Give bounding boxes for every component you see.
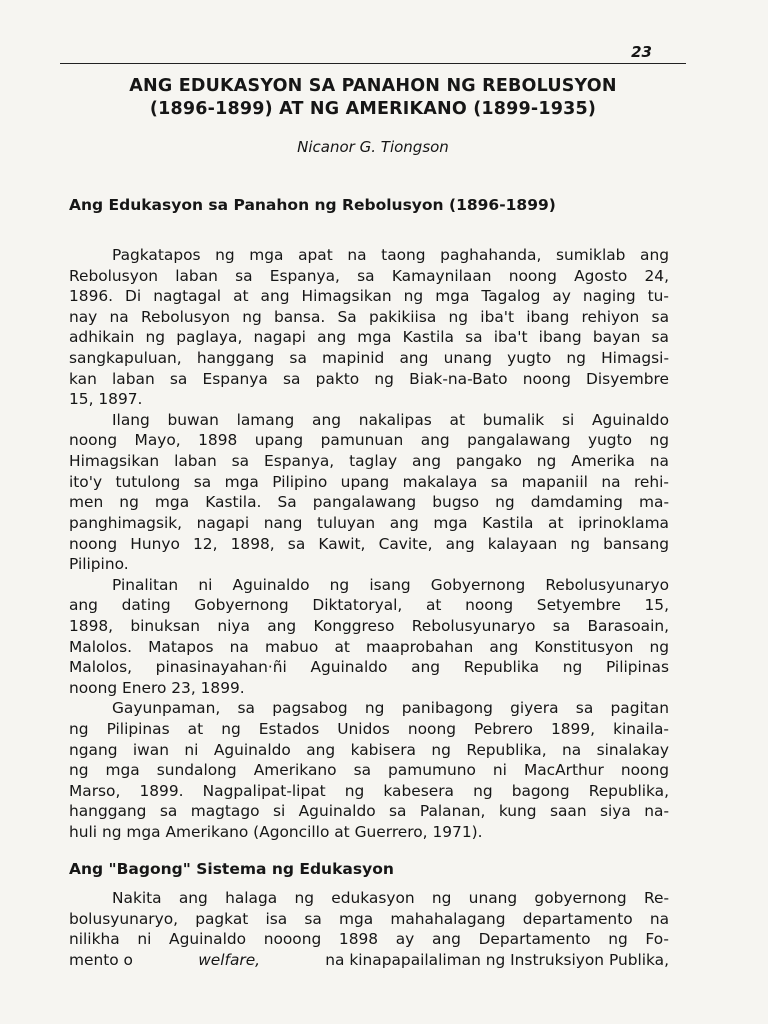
section-heading-rebolusyon: Ang Edukasyon sa Panahon ng Rebolusyon (1896-1899) bbox=[69, 196, 556, 214]
text-line: nay na Rebolusyon ng bansa. Sa pakikiisa ng iba't ibang rehiyon sa bbox=[69, 307, 669, 326]
author-name: Nicanor G. Tiongson bbox=[297, 138, 449, 156]
header-rule bbox=[60, 63, 686, 64]
text-line: Marso, 1899. Nagpalipat-lipat ng kabesera ng bagong Republika, bbox=[69, 781, 669, 800]
title-line-1: ANG EDUKASYON SA PANAHON NG REBOLUSYON bbox=[129, 76, 617, 96]
text-line: ang dating Gobyernong Diktatoryal, at noong Setyembre 15, bbox=[69, 596, 669, 615]
text-fragment: na kinapapailaliman ng Instruksiyon Publika, bbox=[325, 950, 669, 969]
text-line: Malolos. Matapos na mabuo at maaprobahan ang Konstitusyon ng bbox=[69, 637, 669, 656]
text-line: Rebolusyon laban sa Espanya, sa Kamaynilaan noong Agosto 24, bbox=[69, 266, 669, 285]
text-line: Pagkatapos ng mga apat na taong paghahanda, sumiklab ang bbox=[112, 246, 669, 264]
text-line: sangkapuluan, hanggang sa mapinid ang unang yugto ng Himagsi- bbox=[69, 349, 669, 368]
text-line: panghimagsik, nagapi nang tuluyan ang mga Kastila at iprinoklama bbox=[69, 513, 669, 532]
text-line: 1898, binuksan niya ang Konggreso Rebolusyunaryo sa Barasoain, bbox=[69, 616, 669, 635]
text-line: 15, 1897. bbox=[69, 390, 143, 409]
text-line: Himagsikan laban sa Espanya, taglay ang pangako ng Amerika na bbox=[69, 452, 669, 471]
text-line: kan laban sa Espanya sa pakto ng Biak-na-Bato noong Disyembre bbox=[69, 369, 669, 388]
section-body-bagong-sistema bbox=[69, 888, 669, 970]
text-line: hanggang sa magtago si Aguinaldo sa Palanan, kung saan siya na- bbox=[69, 802, 669, 821]
text-line: ngang iwan ni Aguinaldo ang kabisera ng Republika, na sinalakay bbox=[69, 740, 669, 759]
page-number: 23 bbox=[631, 43, 652, 61]
text-line: adhikain ng paglaya, nagapi ang mga Kastila sa iba't ibang bayan sa bbox=[69, 328, 669, 347]
text-line: noong Mayo, 1898 upang pamunuan ang pangalawang yugto ng bbox=[69, 431, 669, 450]
article-title bbox=[60, 75, 686, 121]
text-line-mixed bbox=[69, 950, 669, 971]
text-line: Pinalitan ni Aguinaldo ng isang Gobyernong Rebolusyunaryo bbox=[112, 575, 669, 594]
text-line: Malolos, pinasinayahan·ñi Aguinaldo ang Republika ng Pilipinas bbox=[69, 658, 669, 677]
text-line: ito'y tutulong sa mga Pilipino upang makalaya sa mapaniil na rehi- bbox=[69, 472, 669, 491]
text-line: Pilipino. bbox=[69, 555, 129, 574]
text-line: ng Pilipinas at ng Estados Unidos noong Pebrero 1899, kinaila- bbox=[69, 720, 669, 739]
text-line: noong Hunyo 12, 1898, sa Kawit, Cavite, ang kalayaan ng bansang bbox=[69, 534, 669, 553]
section-body-rebolusyon bbox=[69, 245, 669, 843]
text-line: noong Enero 23, 1899. bbox=[69, 678, 245, 697]
italic-term: welfare, bbox=[198, 950, 261, 969]
text-line: 1896. Di nagtagal at ang Himagsikan ng mga Tagalog ay naging tu- bbox=[69, 287, 669, 306]
text-line: bolusyunaryo, pagkat isa sa mga mahahalagang departamento na bbox=[69, 909, 669, 928]
text-line: men ng mga Kastila. Sa pangalawang bugso ng damdaming ma- bbox=[69, 493, 669, 512]
title-line-2: (1896-1899) AT NG AMERIKANO (1899-1935) bbox=[149, 99, 597, 119]
text-line: ng mga sundalong Amerikano sa pamumuno ni MacArthur noong bbox=[69, 761, 669, 780]
text-fragment: mento o bbox=[69, 950, 133, 969]
text-line: Ilang buwan lamang ang nakalipas at bumalik si Aguinaldo bbox=[112, 410, 669, 429]
text-line: Nakita ang halaga ng edukasyon ng unang gobyernong Re- bbox=[112, 889, 669, 907]
text-line: huli ng mga Amerikano (Agoncillo at Guerrero, 1971). bbox=[69, 823, 483, 842]
section-heading-bagong-sistema: Ang "Bagong" Sistema ng Edukasyon bbox=[69, 860, 394, 878]
text-line: Gayunpaman, sa pagsabog ng panibagong giyera sa pagitan bbox=[112, 699, 669, 718]
text-line: nilikha ni Aguinaldo nooong 1898 ay ang Departamento ng Fo- bbox=[69, 930, 669, 949]
